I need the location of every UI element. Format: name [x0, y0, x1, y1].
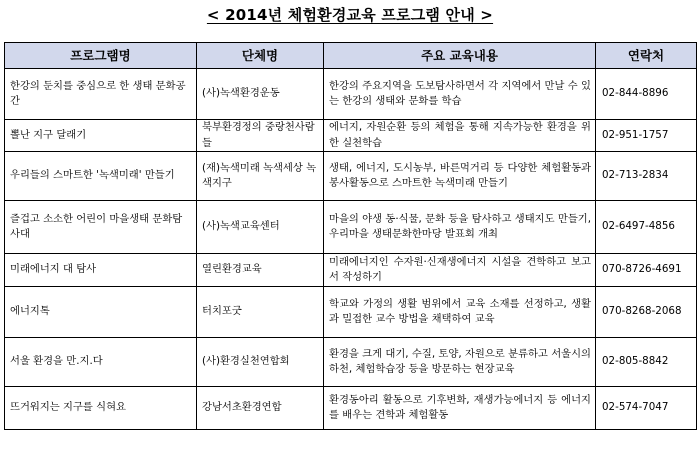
header-contact: 연락처 — [596, 43, 697, 69]
program-name-cell: 서울 환경을 만.지.다 — [5, 338, 197, 387]
table-row — [5, 387, 697, 430]
contact-cell: 02-805-8842 — [596, 338, 697, 387]
organization-cell: (사)환경실천연합회 — [197, 338, 324, 387]
header-program-name: 프로그램명 — [5, 43, 197, 69]
table-row — [5, 254, 697, 287]
contact-cell: 02-574-7047 — [596, 387, 697, 430]
content-cell: 환경을 크게 대기, 수질, 토양, 자원으로 분류하고 서울시의 하천, 체험학습장 등을 방문하는 현장교육 — [324, 338, 596, 387]
content-cell: 환경동아리 활동으로 기후변화, 재생가능에너지 등 에너지를 배우는 견학과 체험활동 — [324, 387, 596, 430]
content-cell: 학교와 가정의 생활 범위에서 교육 소재를 선정하고, 생활과 밀접한 교수 방법을 채택하여 교육 — [324, 287, 596, 338]
table-row — [5, 201, 697, 254]
content-cell: 마을의 야생 동·식물, 문화 등을 탐사하고 생태지도 만들기, 우리마을 생태문화한마당 발표회 개최 — [324, 201, 596, 254]
program-name-cell: 즐겁고 소소한 어린이 마을생태 문화탐사대 — [5, 201, 197, 254]
program-name-cell: 한강의 둔치를 중심으로 한 생태 문화공간 — [5, 69, 197, 120]
table-row — [5, 338, 697, 387]
program-name-cell: 우리들의 스마트한 '녹색미래' 만들기 — [5, 152, 197, 201]
program-name-cell: 에너지톡 — [5, 287, 197, 338]
table-header-row — [5, 43, 697, 69]
program-table — [4, 42, 697, 430]
document-title: < 2014년 체험환경교육 프로그램 안내 > — [206, 6, 494, 24]
organization-cell: (사)녹색환경운동 — [197, 69, 324, 120]
content-cell: 생태, 에너지, 도시농부, 바른먹거리 등 다양한 체험활동과 봉사활동으로 스마트한 녹색미래 만들기 — [324, 152, 596, 201]
table-row — [5, 152, 697, 201]
contact-cell: 070-8268-2068 — [596, 287, 697, 338]
organization-cell: 북부환경정의 중랑천사람들 — [197, 120, 324, 152]
program-name-cell: 미래에너지 대 탐사 — [5, 254, 197, 287]
contact-cell: 02-713-2834 — [596, 152, 697, 201]
contact-cell: 070-8726-4691 — [596, 254, 697, 287]
organization-cell: (재)녹색미래 녹색세상 녹색지구 — [197, 152, 324, 201]
organization-cell: (사)녹색교육센터 — [197, 201, 324, 254]
organization-cell: 터치포굿 — [197, 287, 324, 338]
contact-cell: 02-951-1757 — [596, 120, 697, 152]
table-row — [5, 120, 697, 152]
content-cell: 에너지, 자원순환 등의 체험을 통해 지속가능한 환경을 위한 실천학습 — [324, 120, 596, 152]
contact-cell: 02-844-8896 — [596, 69, 697, 120]
program-name-cell: 뽈난 지구 달래기 — [5, 120, 197, 152]
program-name-cell: 뜨거워지는 지구를 식혀요 — [5, 387, 197, 430]
organization-cell: 강남서초환경연합 — [197, 387, 324, 430]
content-cell: 미래에너지인 수자원·신재생에너지 시설을 견학하고 보고서 작성하기 — [324, 254, 596, 287]
header-organization: 단체명 — [197, 43, 324, 69]
table-row — [5, 69, 697, 120]
contact-cell: 02-6497-4856 — [596, 201, 697, 254]
table-row — [5, 287, 697, 338]
header-main-content: 주요 교육내용 — [324, 43, 596, 69]
content-cell: 한강의 주요지역을 도보탐사하면서 각 지역에서 만날 수 있는 한강의 생태와 문화를 학습 — [324, 69, 596, 120]
organization-cell: 열린환경교육 — [197, 254, 324, 287]
